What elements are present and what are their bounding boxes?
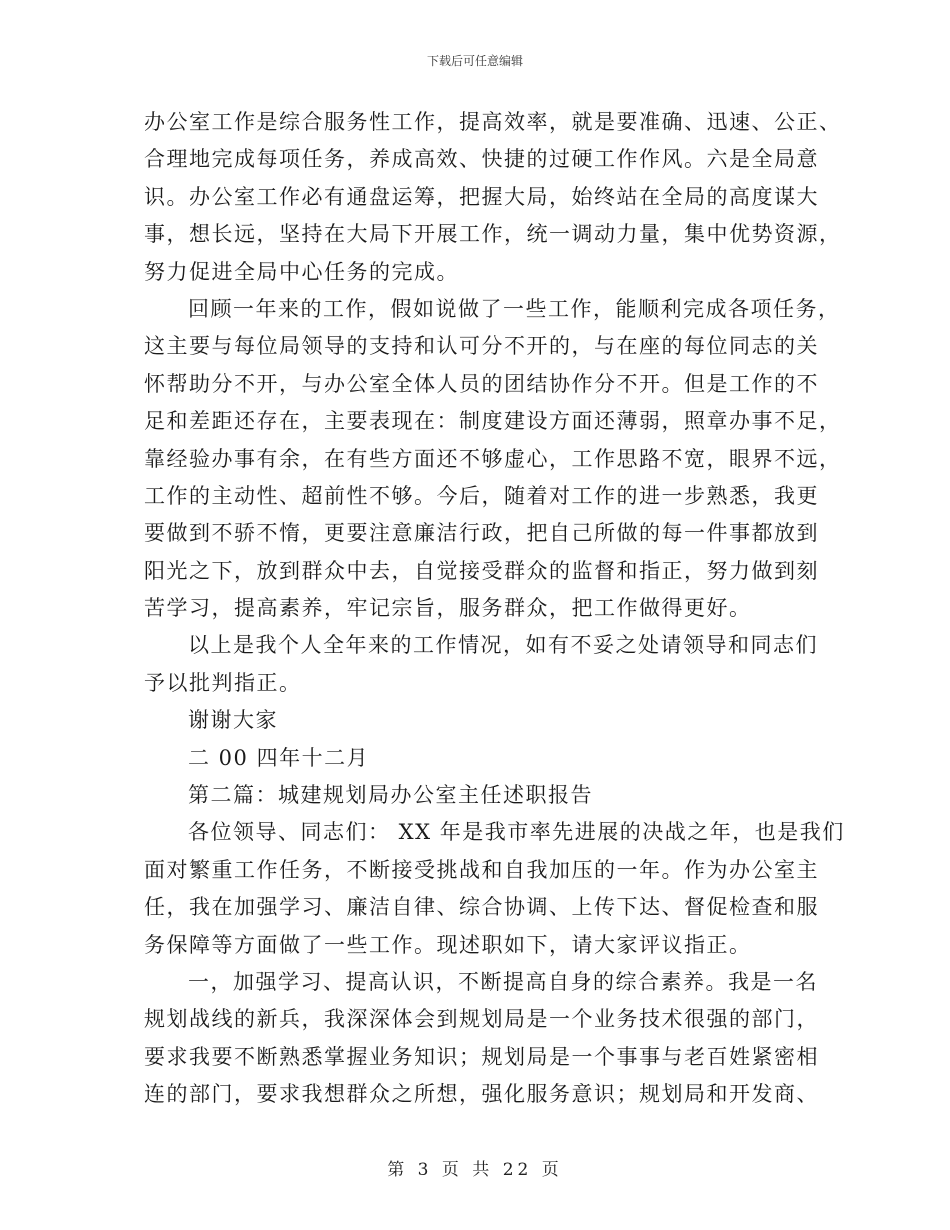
text-line: 苦学习，提高素养，牢记宗旨，服务群众，把工作做得更好。 (144, 596, 752, 621)
text-line: 合理地完成每项任务，养成高效、快捷的过硬工作作风。六是全局意 (144, 147, 819, 172)
text-line: 回顾一年来的工作，假如说做了一些工作，能顺利完成各项任务， (188, 296, 841, 321)
text-line: 识。办公室工作必有通盘运筹，把握大局，始终站在全局的高度谋大 (144, 184, 819, 209)
text-line: 谢谢大家 (188, 708, 278, 733)
text-line: 务保障等方面做了一些工作。现述职如下，请大家评议指正。 (144, 932, 752, 957)
page-header: 下载后可任意编辑 (426, 54, 523, 68)
document-body (144, 104, 845, 1114)
text-line: 工作的主动性、超前性不够。今后，随着对工作的进一步熟悉，我更 (144, 483, 819, 508)
text-line: 要做到不骄不惰，更要注意廉洁行政，把自己所做的每一件事都放到 (144, 521, 819, 546)
text-line: 办公室工作是综合服务性工作，提高效率，就是要准确、迅速、公正、 (144, 110, 842, 134)
text-line: 连的部门，要求我想群众之所想，强化服务意识；规划局和开发商、 (144, 1082, 819, 1107)
text-line: 要求我要不断熟悉掌握业务知识；规划局是一个事事与老百姓紧密相 (144, 1044, 819, 1069)
text-line: 各位领导、同志们： XX 年是我市率先进展的决战之年，也是我们 (188, 820, 845, 845)
text-line: 足和差距还存在，主要表现在：制度建设方面还薄弱，照章办事不足， (144, 409, 842, 434)
text-line: 以上是我个人全年来的工作情况，如有不妥之处请领导和同志们 (188, 633, 818, 658)
text-line: 任，我在加强学习、廉洁自律、综合协调、上传下达、督促检查和服 (144, 895, 819, 920)
text-line: 怀帮助分不开，与办公室全体人员的团结协作分不开。但是工作的不 (144, 371, 819, 396)
text-line: 第二篇：城建规划局办公室主任述职报告 (188, 783, 593, 808)
text-line: 规划战线的新兵，我深深体会到规划局是一个业务技术很强的部门， (144, 1007, 819, 1032)
text-line: 这主要与每位局领导的支持和认可分不开的，与在座的每位同志的关 (144, 334, 819, 359)
text-line: 二 00 四年十二月 (188, 745, 370, 770)
text-line: 事，想长远，坚持在大局下开展工作，统一调动力量，集中优势资源， (144, 222, 842, 247)
text-line: 靠经验办事有余，在有些方面还不够虚心，工作思路不宽，眼界不远， (144, 446, 842, 471)
page-footer: 第 3 页 共 22 页 (387, 1160, 563, 1180)
text-line: 予以批判指正。 (144, 670, 302, 695)
text-line: 阳光之下，放到群众中去，自觉接受群众的监督和指正，努力做到刻 (144, 558, 819, 583)
text-line: 一，加强学习、提高认识，不断提高自身的综合素养。我是一名 (188, 969, 818, 994)
text-line: 努力促进全局中心任务的完成。 (144, 259, 459, 284)
text-line: 面对繁重工作任务，不断接受挑战和自我加压的一年。作为办公室主 (144, 857, 819, 882)
